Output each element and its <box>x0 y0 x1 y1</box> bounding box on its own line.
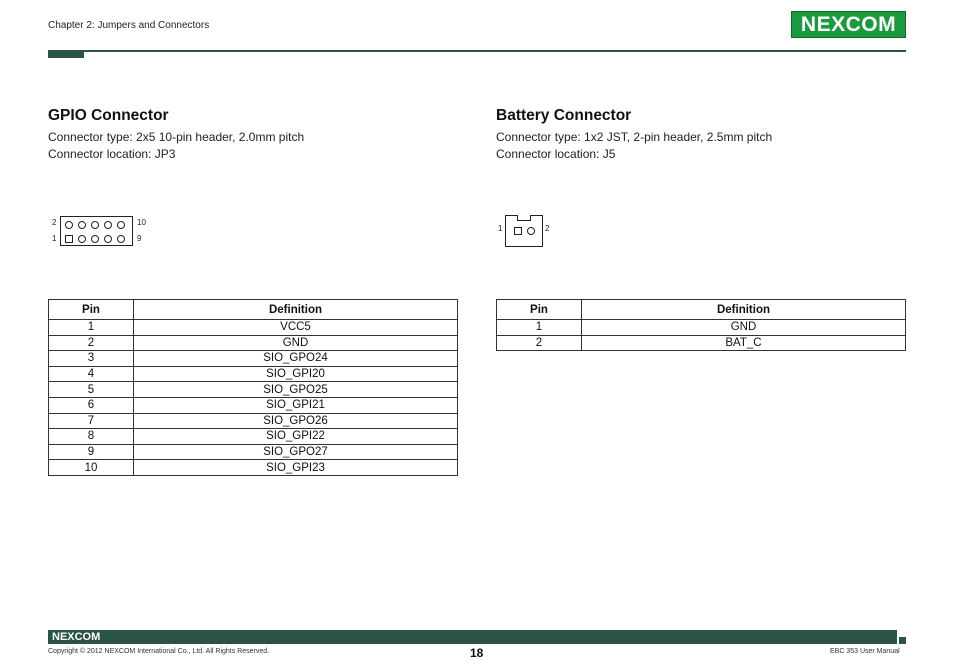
battery-connector-outline <box>505 215 543 247</box>
definition-cell: SIO_GPI22 <box>134 429 458 445</box>
gpio-pin-1 <box>65 235 73 243</box>
pin-cell: 10 <box>49 460 134 476</box>
gpio-connector-location: Connector location: JP3 <box>48 147 176 161</box>
battery-pin-table <box>496 299 906 351</box>
pin-cell: 1 <box>49 320 134 336</box>
pin-cell: 3 <box>49 351 134 367</box>
gpio-pin-9 <box>117 235 125 243</box>
table-row <box>49 397 458 413</box>
pin-cell: 2 <box>497 335 582 351</box>
table-row <box>49 413 458 429</box>
table-row <box>49 351 458 367</box>
gpio-label-pin2: 2 <box>52 218 57 227</box>
battery-pin-2 <box>527 227 535 235</box>
table-row <box>49 429 458 445</box>
battery-connector-diagram <box>496 214 556 250</box>
gpio-section-title: GPIO Connector <box>48 107 169 124</box>
definition-cell: SIO_GPI20 <box>134 366 458 382</box>
battery-label-pin1: 1 <box>498 224 503 233</box>
gpio-connector-type: Connector type: 2x5 10-pin header, 2.0mm pitch <box>48 130 305 144</box>
battery-col-definition: Definition <box>582 300 906 320</box>
gpio-label-pin1: 1 <box>52 234 57 243</box>
gpio-header-outline <box>60 216 133 246</box>
gpio-pin-3 <box>78 235 86 243</box>
pin-cell: 6 <box>49 397 134 413</box>
page-number: 18 <box>470 646 484 660</box>
definition-cell: BAT_C <box>582 335 906 351</box>
table-row <box>49 460 458 476</box>
footer-bar <box>48 630 890 644</box>
gpio-col-definition: Definition <box>134 300 458 320</box>
pin-cell: 2 <box>49 335 134 351</box>
battery-section-title: Battery Connector <box>496 107 632 124</box>
header-accent-block <box>48 50 84 58</box>
footer-square-right <box>899 637 906 644</box>
battery-connector-location: Connector location: J5 <box>496 147 616 161</box>
table-row <box>49 320 458 336</box>
gpio-pin-6 <box>91 221 99 229</box>
battery-connector-latch <box>517 215 531 221</box>
table-row <box>49 366 458 382</box>
footer-square-bottom <box>890 637 897 644</box>
gpio-pin-8 <box>104 221 112 229</box>
footer-nexcom-logo: NEXCOM <box>52 631 101 643</box>
pin-cell: 9 <box>49 444 134 460</box>
definition-cell: SIO_GPO26 <box>134 413 458 429</box>
definition-cell: VCC5 <box>134 320 458 336</box>
table-row <box>497 320 906 336</box>
gpio-pin-10 <box>117 221 125 229</box>
nexcom-logo: NEXCOM <box>791 11 906 38</box>
footer-square-top <box>890 630 897 637</box>
definition-cell: GND <box>582 320 906 336</box>
battery-connector-type: Connector type: 1x2 JST, 2-pin header, 2.5mm pitch <box>496 130 773 144</box>
chapter-heading: Chapter 2: Jumpers and Connectors <box>48 20 210 31</box>
gpio-pin-table <box>48 299 458 476</box>
manual-name: EBC 353 User Manual <box>830 648 900 655</box>
battery-col-pin: Pin <box>497 300 582 320</box>
definition-cell: SIO_GPI21 <box>134 397 458 413</box>
table-row <box>49 335 458 351</box>
pin-cell: 4 <box>49 366 134 382</box>
battery-pin-1 <box>514 227 522 235</box>
table-row <box>49 444 458 460</box>
header-rule <box>48 50 906 52</box>
gpio-pin-4 <box>78 221 86 229</box>
gpio-label-pin10: 10 <box>137 218 146 227</box>
gpio-pin-5 <box>91 235 99 243</box>
pin-cell: 1 <box>497 320 582 336</box>
gpio-pin-2 <box>65 221 73 229</box>
definition-cell: SIO_GPO24 <box>134 351 458 367</box>
pin-cell: 8 <box>49 429 134 445</box>
definition-cell: SIO_GPO25 <box>134 382 458 398</box>
definition-cell: SIO_GPO27 <box>134 444 458 460</box>
copyright-text: Copyright © 2012 NEXCOM International Co., Ltd. All Rights Reserved. <box>48 648 270 655</box>
table-row <box>49 382 458 398</box>
gpio-header-diagram <box>50 215 150 249</box>
gpio-col-pin: Pin <box>49 300 134 320</box>
gpio-pin-7 <box>104 235 112 243</box>
definition-cell: GND <box>134 335 458 351</box>
definition-cell: SIO_GPI23 <box>134 460 458 476</box>
pin-cell: 7 <box>49 413 134 429</box>
battery-label-pin2: 2 <box>545 224 550 233</box>
pin-cell: 5 <box>49 382 134 398</box>
gpio-label-pin9: 9 <box>137 234 142 243</box>
table-row <box>497 335 906 351</box>
